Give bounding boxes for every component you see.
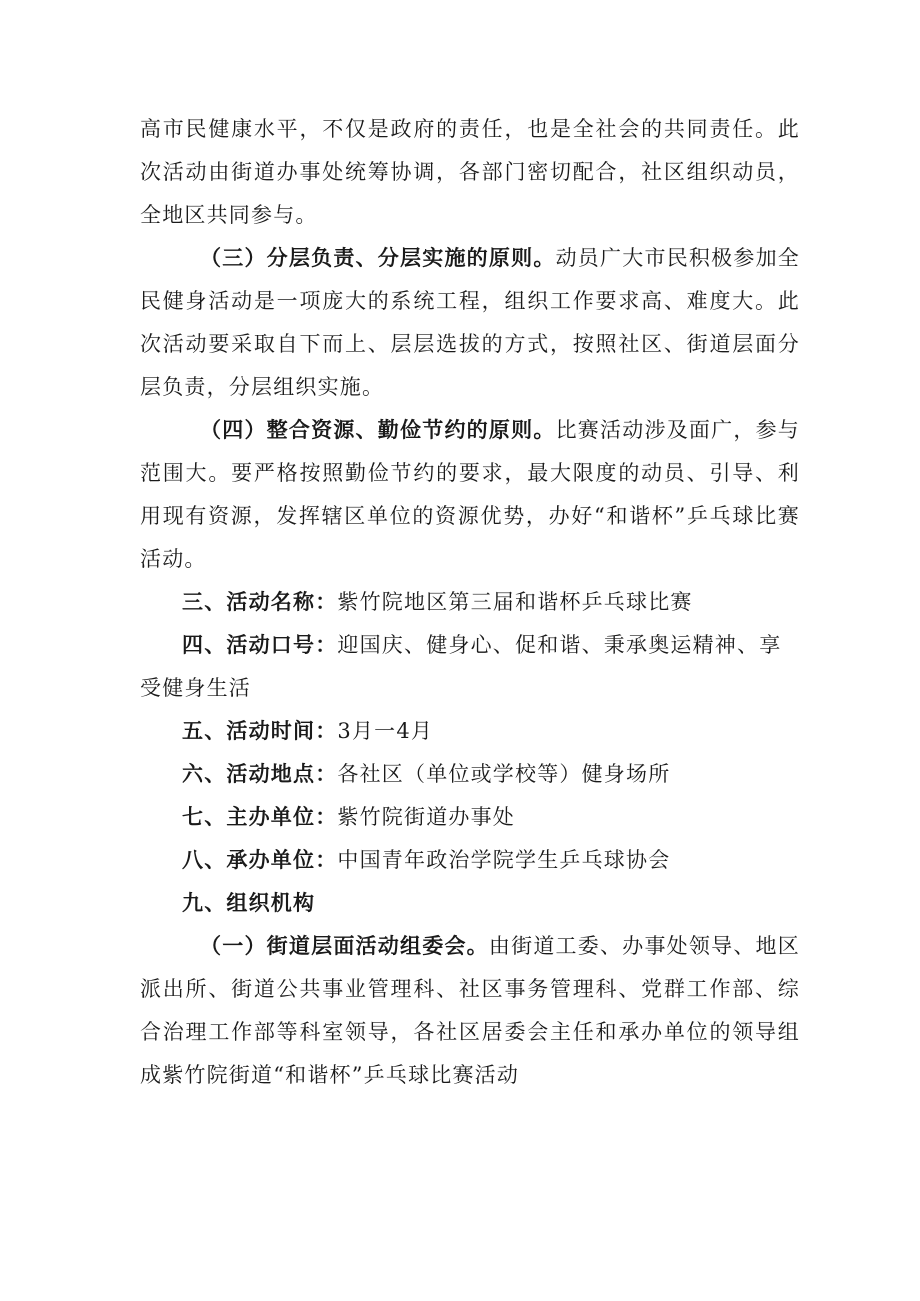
item-organization-heading <box>140 882 800 925</box>
item-organizer <box>140 796 800 839</box>
item-value: 紫竹院地区第三届和谐杯乒乓球比赛 <box>337 590 693 614</box>
item-label: 六、活动地点： <box>182 762 338 786</box>
org-1-body: 由街道工委、办事处领导、地区派出所、街道公共事业管理科、社区事务管理科、党群工作部、综合治理工作部等科室领导，各社区居委会主任和承办单位的领导组成紫竹院街道“和谐杯”乒乓球比赛活动 <box>140 934 800 1087</box>
principle-4-heading: （四）整合资源、勤俭节约的原则。 <box>200 418 556 442</box>
item-value: 紫竹院街道办事处 <box>337 805 516 829</box>
document-page <box>140 108 800 1097</box>
item-value: 中国青年政治学院学生乒乓球协会 <box>337 848 671 872</box>
item-label: 四、活动口号： <box>182 633 338 657</box>
intro-paragraph: 高市民健康水平，不仅是政府的责任，也是全社会的共同责任。此次活动由街道办事处统筹协调，各部门密切配合，社区组织动员，全地区共同参与。 <box>140 117 800 227</box>
principle-3-paragraph <box>140 237 800 409</box>
item-label: 三、活动名称： <box>182 590 338 614</box>
item-label: 九、组织机构 <box>182 891 316 915</box>
item-value: 迎国庆、健身心、促和谐、秉承奥运精神、享受健身生活 <box>140 633 782 700</box>
item-activity-time <box>140 710 800 753</box>
item-undertaker <box>140 839 800 882</box>
item-value: 3月一4月 <box>337 719 434 743</box>
principle-3-body: 动员广大市民积极参加全民健身活动是一项庞大的系统工程，组织工作要求高、难度大。此次活动要采取自下而上、层层选拔的方式，按照社区、街道层面分层负责，分层组织实施。 <box>140 246 801 399</box>
org-1-paragraph <box>140 925 800 1097</box>
item-activity-location <box>140 753 800 796</box>
item-label: 五、活动时间： <box>182 719 338 743</box>
principle-4-body: 比赛活动涉及面广，参与范围大。要严格按照勤俭节约的要求，最大限度的动员、引导、利用现有资源，发挥辖区单位的资源优势，办好“和谐杯”乒乓球比赛活动。 <box>140 418 801 571</box>
item-label: 七、主办单位： <box>182 805 338 829</box>
principle-3-heading: （三）分层负责、分层实施的原则。 <box>200 246 556 270</box>
item-activity-slogan <box>140 624 800 710</box>
org-1-heading: （一）街道层面活动组委会。 <box>200 934 489 958</box>
item-activity-name <box>140 581 800 624</box>
item-label: 八、承办单位： <box>182 848 338 872</box>
item-value: 各社区（单位或学校等）健身场所 <box>337 762 671 786</box>
principle-4-paragraph <box>140 409 800 581</box>
